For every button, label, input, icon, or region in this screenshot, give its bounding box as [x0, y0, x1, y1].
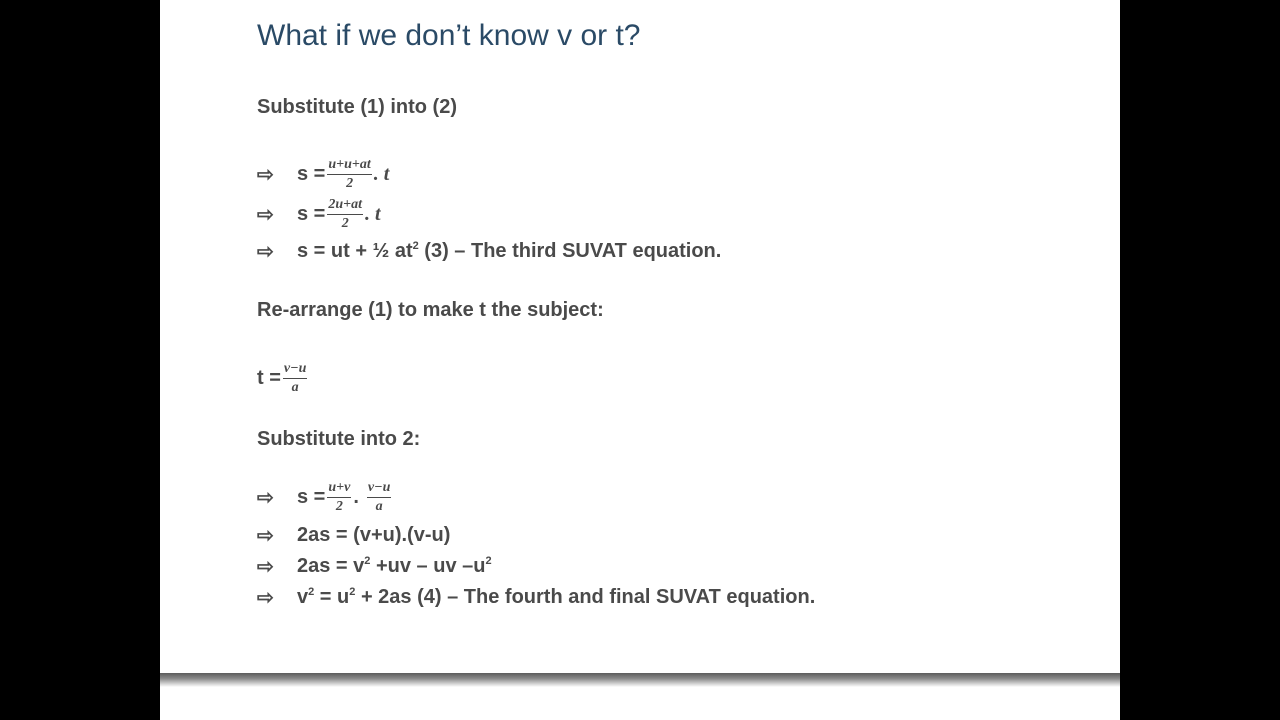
- fraction-denominator: 2: [341, 215, 349, 231]
- equation-line-7: [257, 581, 815, 613]
- fraction: [327, 158, 371, 191]
- implies-arrow-icon: ⇨: [257, 586, 274, 609]
- equation-part: + 2as (4) – The fourth and final SUVAT equation.: [355, 585, 816, 608]
- fraction: [367, 481, 391, 514]
- equation-part: s = ut + ½ at: [297, 239, 413, 262]
- equation-t-subject: [257, 362, 309, 394]
- fraction-denominator: 2: [335, 498, 343, 514]
- page-bottom-divider: [160, 673, 1120, 687]
- fraction: [327, 198, 363, 231]
- fraction-numerator: v−u: [283, 362, 307, 379]
- equation-text: [297, 586, 815, 609]
- section-heading-substitute-into-2: Substitute into 2:: [257, 428, 421, 450]
- equation-line-6: [257, 550, 492, 582]
- implies-arrow-icon: ⇨: [257, 486, 274, 509]
- fraction-numerator: v−u: [367, 481, 391, 498]
- implies-arrow-icon: ⇨: [257, 524, 274, 547]
- equation-part: v: [297, 585, 309, 608]
- multiply-dot: .: [353, 485, 359, 508]
- implies-arrow-icon: ⇨: [257, 240, 274, 263]
- fraction-denominator: 2: [346, 175, 354, 191]
- equation-line-5: [257, 519, 450, 551]
- fraction: [283, 362, 307, 395]
- equation-tail: . t: [365, 202, 381, 225]
- fraction-numerator: u+v: [327, 481, 351, 498]
- fraction: [327, 481, 351, 514]
- section-heading-rearrange: Re-arrange (1) to make t the subject:: [257, 299, 604, 321]
- section-heading-substitute-1-into-2: Substitute (1) into (2): [257, 96, 457, 118]
- equation-lhs: s =: [297, 202, 326, 225]
- fraction-numerator: u+u+at: [327, 158, 371, 175]
- equation-text: [297, 555, 492, 578]
- fraction-denominator: a: [291, 379, 299, 395]
- equation-line-3: [257, 235, 721, 267]
- fraction-numerator: 2u+at: [327, 198, 363, 215]
- equation-part: +uv – uv –u: [370, 554, 486, 577]
- equation-line-1: [257, 158, 389, 190]
- equation-text: 2as = (v+u).(v-u): [297, 523, 451, 546]
- slide-page: [160, 0, 1120, 720]
- slide-title: What if we don’t know v or t?: [257, 19, 641, 52]
- exponent: 2: [349, 585, 356, 598]
- implies-arrow-icon: ⇨: [257, 203, 274, 226]
- equation-text: [297, 240, 721, 263]
- implies-arrow-icon: ⇨: [257, 555, 274, 578]
- fraction-denominator: a: [375, 498, 383, 514]
- implies-arrow-icon: ⇨: [257, 163, 274, 186]
- equation-lhs: t =: [257, 366, 281, 389]
- equation-tail: . t: [373, 162, 390, 185]
- exponent: 2: [412, 239, 419, 252]
- equation-part: (3) – The third SUVAT equation.: [418, 239, 722, 262]
- exponent: 2: [364, 554, 371, 567]
- exponent: 2: [308, 585, 315, 598]
- exponent: 2: [485, 554, 492, 567]
- equation-part: 2as = v: [297, 554, 365, 577]
- equation-lhs: s =: [297, 162, 326, 185]
- equation-line-2: [257, 198, 381, 230]
- equation-line-4: [257, 481, 393, 513]
- equation-part: = u: [314, 585, 350, 608]
- equation-lhs: s =: [297, 485, 326, 508]
